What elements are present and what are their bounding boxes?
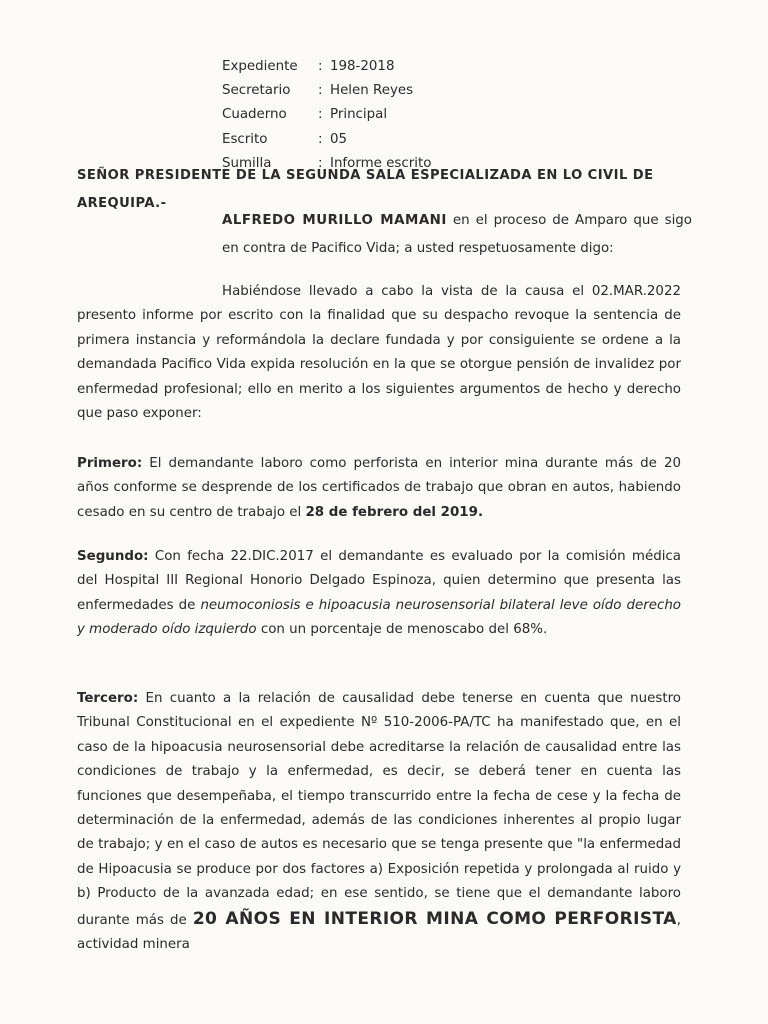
- header-colon: :: [318, 83, 323, 99]
- header-row-secretario: [222, 79, 431, 103]
- primero-date: 28 de febrero del 2019.: [305, 504, 484, 520]
- primero-text: El demandante laboro como perforista en interior mina durante más de 20 años conforme se desprende de los certificados de trabajo que obran en autos, habiendo cesado en su centro de trabajo el: [77, 456, 681, 520]
- segundo-text2: con un porcentaje de menoscabo del 68%.: [256, 622, 548, 638]
- tercero-text: En cuanto a la relación de causalidad debe tenerse en cuenta que nuestro Tribunal Constitucional en el expediente Nº 510-2006-PA/TC ha manifestado que, en el caso de la hipoacusia neurosensorial debe acreditarse la relación de causalidad entre las condiciones de trabajo y la enfermedad, es decir, se deberá tener en cuenta las funciones que desempeñaba, el tiempo transcurrido entre la fecha de cese y la fecha de determinación de la enfermedad, además de las condiciones inherentes al propio lugar de trabajo; y en el caso de autos es necesario que se tenga presente que "la enfermedad de Hipoacusia se produce por dos factores a) Exposición repetida y prolongada al ruido y b) Producto de la avanzada edad; en ese sentido, se tiene que el demandante laboro durante más de: [77, 691, 681, 928]
- header-value: Principal: [330, 107, 388, 123]
- header-label: Sumilla: [222, 155, 272, 171]
- header-colon: :: [318, 131, 323, 147]
- opening-paragraph: Habiéndose llevado a cabo la vista de la causa el 02.MAR.2022 presento informe por escrito con la finalidad que su despacho revoque la sentencia de primera instancia y reformándola la declare fundada y por consiguiente se ordene a la demandada Pacifico Vida expida resolución en la que se otorgue pensión de invalidez por enfermedad profesional; ello en merito a los siguientes argumentos de hecho y derecho que paso exponer:: [77, 284, 681, 422]
- segundo-text1: Con fecha 22.DIC.2017 el demandante es evaluado por la comisión médica del Hospital III Regional Honorio Delgado Espinoza, quien determino que presenta las enfermedades de: [77, 549, 681, 613]
- paragraph-segundo: [77, 545, 681, 643]
- header-row-cuaderno: [222, 103, 431, 127]
- tercero-label: Tercero:: [77, 691, 139, 706]
- header-value: 198-2018: [330, 59, 395, 74]
- intro-text: en el proceso de Amparo que sigo en contra de Pacifico Vida; a usted respetuosamente digo:: [222, 213, 692, 256]
- primero-label: Primero:: [77, 456, 143, 471]
- header-colon: :: [318, 59, 323, 74]
- segundo-diagnosis: neumoconiosis e hipoacusia neurosensorial bilateral leve oído derecho y moderado oído izquierdo: [77, 597, 682, 638]
- header-row-escrito: [222, 128, 431, 152]
- header-colon: :: [318, 155, 323, 171]
- petitioner-name: ALFREDO MURILLO MAMANI: [222, 213, 447, 228]
- tercero-tail: , actividad minera: [77, 912, 681, 953]
- header-value: 05: [330, 131, 348, 147]
- header-label: Escrito: [222, 131, 268, 147]
- addressee-heading: SEÑOR PRESIDENTE DE LA SEGUNDA SALA ESPECIALIZADA EN LO CIVIL DE AREQUIPA.-: [77, 168, 654, 211]
- tercero-emphasis: 20 AÑOS EN INTERIOR MINA COMO PERFORISTA: [192, 908, 677, 929]
- header-label: Secretario: [222, 83, 291, 99]
- header-value: Informe escrito: [330, 155, 432, 171]
- header-label: Cuaderno: [222, 107, 287, 123]
- header-value: Helen Reyes: [330, 83, 414, 99]
- header-label: Expediente: [222, 59, 298, 74]
- segundo-label: Segundo:: [77, 549, 149, 564]
- case-header: [222, 55, 431, 176]
- header-colon: :: [318, 107, 323, 123]
- paragraph-tercero: [77, 687, 681, 957]
- paragraph-primero: [77, 452, 681, 525]
- header-row-expediente: [222, 55, 431, 79]
- intro-paragraph: [222, 207, 692, 263]
